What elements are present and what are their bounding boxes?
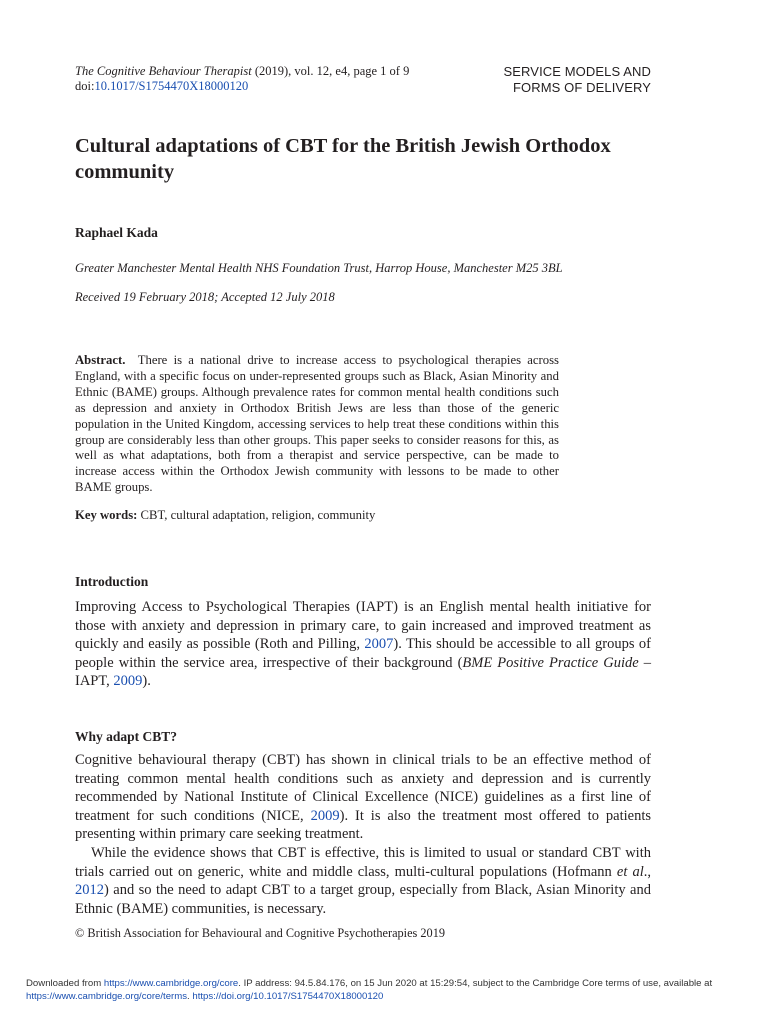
why-adapt-heading: Why adapt CBT?: [75, 729, 178, 744]
title-line2: community: [75, 161, 175, 183]
section-tag-line1: SERVICE MODELS AND: [503, 64, 651, 79]
journal-citation: [75, 64, 409, 94]
text-run: ) and so the need to adapt CBT to a target group, especially from Black, Asian Minority and Ethnic (BAME) communities, is necessary.: [75, 882, 651, 917]
doi-label: doi:: [75, 79, 95, 93]
section-tag: [504, 64, 652, 96]
terms-link[interactable]: https://www.cambridge.org/core/terms: [26, 990, 188, 1002]
footer-text: . IP address: 94.5.84.176, on 15 Jun 2020 at 15:29:54, subject to the Cambridge Core terms of use, available at: [238, 978, 713, 989]
abstract-label: Abstract.: [75, 353, 126, 367]
keywords-label: Key words:: [75, 508, 138, 522]
text-run: ). This should be accessible to all groups of people within the service area, irrespective of their background (: [75, 636, 651, 671]
keywords: [75, 508, 375, 523]
reference-link[interactable]: 2009: [310, 807, 340, 824]
received-dates: Received 19 February 2018; Accepted 12 July 2018: [75, 290, 335, 304]
reference-link[interactable]: 2009: [113, 673, 143, 690]
copyright-notice: © British Association for Behavioural and Cognitive Psychotherapies 2019: [75, 926, 445, 940]
italic-text: et al: [616, 863, 644, 880]
abstract: [75, 353, 559, 496]
text-run: .,: [643, 863, 651, 880]
author-affiliation: Greater Manchester Mental Health NHS Foundation Trust, Harrop House, Manchester M25 3BL: [75, 261, 563, 275]
author-name: Raphael Kada: [75, 225, 158, 240]
doi-footer-link[interactable]: https://doi.org/10.1017/S1754470X18000120: [192, 990, 384, 1002]
journal-name: The Cognitive Behaviour Therapist: [75, 64, 252, 78]
introduction-paragraph: [75, 598, 651, 691]
introduction-heading: Introduction: [75, 574, 149, 589]
text-run: ).: [142, 673, 151, 690]
journal-details: (2019), vol. 12, e4, page 1 of 9: [251, 64, 410, 78]
why-adapt-section: [75, 751, 651, 918]
title-line1: Cultural adaptations of CBT for the British Jewish Orthodox: [75, 135, 611, 157]
section-tag-line2: FORMS OF DELIVERY: [513, 80, 651, 95]
text-run: While the evidence shows that CBT is effective, this is limited to usual or standard CBT with trials carried out on generic, white and middle class, multi-cultural populations (Hofmann: [75, 844, 651, 880]
why-adapt-paragraph-2: [75, 844, 651, 918]
doi-link[interactable]: 10.1017/S1754470X18000120: [94, 79, 249, 93]
text-run: ). It is also the treatment most offered to patients presenting within primary care seeking treatment.: [75, 807, 651, 843]
download-footer: [26, 978, 742, 1003]
cambridge-core-link[interactable]: https://www.cambridge.org/core: [103, 978, 239, 989]
reference-link[interactable]: 2012: [75, 882, 104, 899]
text-run: Improving Access to Psychological Therapies (IAPT) is an English mental health initiative for those with anxiety and depression in primary care, to gain increased and improved treatment as quickly and easily as possible (Roth and Pilling,: [75, 599, 651, 653]
reference-link[interactable]: 2007: [364, 636, 394, 653]
introduction-text: [75, 598, 651, 691]
italic-title: BME Positive Practice Guide: [462, 654, 639, 671]
article-title: [75, 133, 695, 185]
keywords-text: CBT, cultural adaptation, religion, community: [140, 508, 376, 522]
footer-text: .: [187, 990, 193, 1002]
abstract-text: There is a national drive to increase access to psychological therapies across England, with a specific focus on under-represented groups such as Black, Asian Minority and Ethnic (BAME) groups. Although prevalence rates for common mental health conditions such as depression and anxiety in Orthodox British Jews are less than those of the generic population in the United Kingdom, accessing services to help treat these conditions within this group are considerably less than other groups. This paper seeks to consider reasons for this, as well as what adaptations, both from a therapist and service perspective, can be made to increase access within the Orthodox Jewish community with lessons to be made to other BAME groups.: [75, 353, 559, 495]
text-run: – IAPT,: [75, 654, 651, 690]
footer-text: Downloaded from: [26, 978, 104, 989]
text-run: Cognitive behavioural therapy (CBT) has shown in clinical trials to be an effective method of treating common mental health conditions such as anxiety and depression and is currently recommended by National Institute of Clinical Excellence (NICE) guidelines as a first line of treatment for such conditions (NICE,: [75, 752, 651, 824]
why-adapt-paragraph-1: [75, 751, 651, 844]
